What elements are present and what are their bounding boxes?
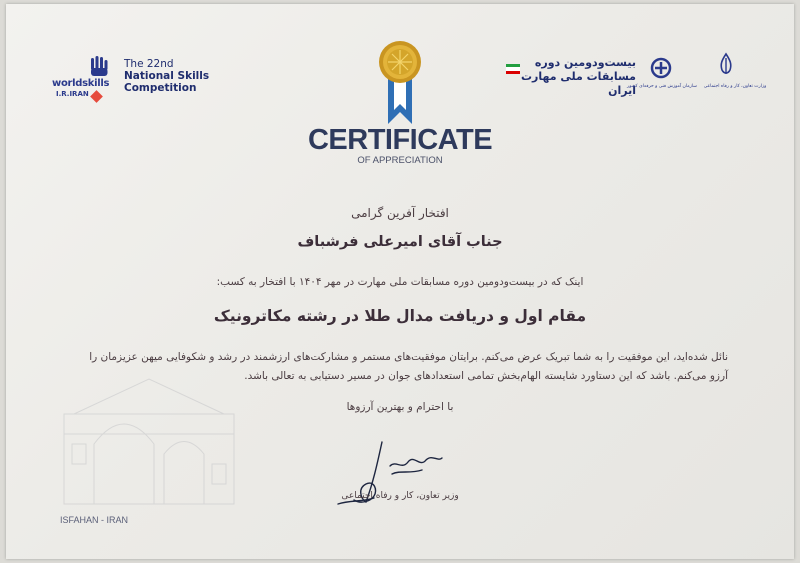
congratulation-paragraph <box>60 348 728 386</box>
worldskills-logo-block <box>50 52 230 112</box>
worldskills-hand-icon <box>88 56 110 78</box>
competition-title <box>124 58 209 94</box>
iran-logos-block <box>506 44 766 104</box>
intro-line: اینک که در بیست‌و‌دومین دوره مسابقات ملی مهارت در مهر ۱۴۰۴ با افتخار به کسب: <box>216 276 584 288</box>
competition-title-fa-line-2: مسابقات ملی مهارت ایران <box>520 70 636 97</box>
certificate-heading: CERTIFICATE <box>307 124 493 156</box>
regards-line: با احترام و بهترین آرزوها <box>346 401 454 413</box>
iran-emblem-icon <box>716 52 736 76</box>
gold-medal-icon <box>378 40 422 126</box>
city-label: ISFAHAN - IRAN <box>60 515 129 525</box>
competition-line-2: National Skills <box>124 70 210 82</box>
org1-caption: سازمان آموزش فنی و حرفه‌ای کشور <box>627 84 697 89</box>
brand-name: worldskills <box>52 78 110 89</box>
greeting: افتخار آفرین گرامی <box>351 206 449 220</box>
signer-role: وزیر تعاون، کار و رفاه اجتماعی <box>341 491 459 501</box>
competition-title-fa-line-1: بیست‌و‌دومین دوره <box>534 56 636 69</box>
paragraph-line-1: نائل شده‌اید، این موفقیت را به شما تبریک عرض می‌کنم. برایتان موفقیت‌های مستمر و مشارکت‌های ارزشمند در رشد و شکوفایی میهن عزیزمان را <box>89 351 728 363</box>
certificate-subheading: OF APPRECIATION <box>357 155 443 166</box>
building-watermark-icon <box>54 374 244 508</box>
competition-title-fa <box>506 56 636 98</box>
org2-caption: وزارت تعاون، کار و رفاه اجتماعی <box>703 84 767 89</box>
achievement-title: مقام اول و دریافت مدال طلا در رشته مکاترونیک <box>213 307 587 325</box>
tvto-emblem-icon <box>648 56 674 80</box>
brand-diamond-icon <box>90 90 103 103</box>
recipient-name: جناب آقای امیرعلی فرشباف <box>297 234 503 250</box>
competition-line-3: Competition <box>124 82 197 94</box>
signature-icon <box>330 440 450 512</box>
brand-country: I.R.IRAN <box>56 90 89 98</box>
paragraph-line-2: آرزو می‌کنم. باشد که این دستاورد شایسته الهام‌بخش تمامی استعدادهای جوان در مسیر دستیابی به تعالی باشد. <box>244 370 728 382</box>
competition-line-1: The 22nd <box>124 58 174 70</box>
